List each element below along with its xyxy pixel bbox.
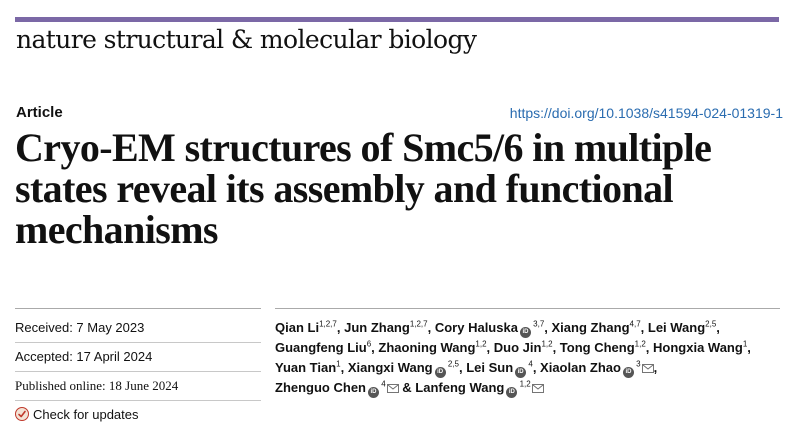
author[interactable]	[275, 360, 341, 375]
author-name: Yuan Tian	[275, 359, 337, 375]
author[interactable]	[435, 320, 544, 335]
author[interactable]	[344, 320, 428, 335]
author[interactable]	[415, 380, 543, 395]
author[interactable]	[275, 380, 399, 395]
date-divider	[15, 342, 261, 343]
author[interactable]	[648, 320, 716, 335]
check-for-updates-label: Check for updates	[33, 407, 139, 422]
author-name: Duo Jin	[493, 340, 542, 355]
author-affiliation: 1	[742, 339, 748, 349]
authors-top-divider	[275, 308, 780, 309]
check-for-updates-icon	[15, 407, 29, 421]
author-affiliation: 4,7	[629, 319, 641, 329]
author-affiliation: 3	[633, 359, 641, 369]
date-divider	[15, 400, 261, 401]
author-name: Jun Zhang	[344, 320, 410, 335]
journal-name: nature structural & molecular biology	[16, 25, 477, 54]
author[interactable]	[466, 360, 533, 375]
author[interactable]	[653, 340, 747, 355]
author-name: Lei Wang	[647, 320, 706, 335]
author-affiliation: 1	[336, 359, 341, 369]
author-name: Hongxia Wang	[653, 340, 743, 355]
author-affiliation: 1,2	[517, 379, 531, 389]
received-date: Received: 7 May 2023	[15, 320, 145, 335]
author-affiliation: 4	[379, 379, 386, 389]
author[interactable]	[494, 340, 553, 355]
author[interactable]	[348, 360, 459, 375]
author-name: Qian Li	[275, 320, 320, 335]
mail-icon[interactable]	[642, 364, 654, 373]
author-affiliation: 4	[526, 359, 533, 369]
orcid-icon[interactable]: iD	[520, 327, 531, 338]
doi-link[interactable]: https://doi.org/10.1038/s41594-024-01319-1	[509, 105, 783, 121]
orcid-icon[interactable]: iD	[435, 367, 446, 378]
author-list: Qian Li$^{1,2,7}$, Jun Zhang$^{1,2,7}$, Cory Haluska iD $^{3,7}$, Xiang Zhang$^{4,7}$, Lei Wang$^{2,5}$, Guangfeng Liu$^6$, Zhaoning Wang$^{1,2}$, Duo Jin$^{1,2}$, Tong Cheng$^{1,2}$, Hongxia Wang$^1$, Yuan Tian$^1$, Xiangxi Wang iD $^{2,5}$, Lei Sun iD $^4$, Xiaolan Zhao iD $^3$ , Zhenguo Chen iD $^4$ & Lanfeng Wang iD $^{1,2}$	[275, 318, 780, 398]
journal-accent-bar	[15, 17, 779, 22]
author-affiliation: 1,2	[634, 339, 646, 349]
author-affiliation: 1,2	[475, 339, 487, 349]
author-affiliation: 1,2,7	[319, 319, 337, 329]
author-name: Lei Sun	[466, 359, 514, 375]
author[interactable]	[552, 320, 641, 335]
author[interactable]	[378, 340, 486, 355]
author[interactable]	[275, 320, 337, 335]
author[interactable]	[275, 340, 371, 355]
mail-icon[interactable]	[387, 384, 399, 393]
orcid-icon[interactable]: iD	[515, 367, 526, 378]
author[interactable]	[540, 360, 654, 375]
author-affiliation: 2,5	[445, 359, 459, 369]
author[interactable]	[560, 340, 646, 355]
author-name: Xiangxi Wang	[347, 359, 433, 375]
author-name: Xiang Zhang	[551, 320, 630, 335]
author-affiliation: 1,2	[541, 339, 553, 349]
author-name: Cory Haluska	[434, 320, 518, 335]
dates-top-divider	[15, 308, 261, 309]
orcid-icon[interactable]: iD	[506, 387, 517, 398]
orcid-icon[interactable]: iD	[623, 367, 634, 378]
date-divider	[15, 371, 261, 372]
author-affiliation: 3,7	[530, 319, 545, 329]
author-name: Zhenguo Chen	[275, 379, 366, 395]
author-name: Tong Cheng	[559, 340, 635, 355]
accepted-date: Accepted: 17 April 2024	[15, 349, 153, 364]
author-name: Zhaoning Wang	[378, 340, 476, 355]
orcid-icon[interactable]: iD	[368, 387, 379, 398]
article-type-label: Article	[16, 104, 63, 121]
mail-icon[interactable]	[532, 384, 544, 393]
author-name: Xiaolan Zhao	[540, 359, 621, 375]
author-name: Guangfeng Liu	[275, 340, 367, 355]
author-name: Lanfeng Wang	[415, 379, 505, 395]
author-affiliation: 2,5	[705, 319, 717, 329]
check-for-updates-button[interactable]	[15, 407, 261, 422]
author-affiliation: 6	[366, 339, 372, 349]
published-date: Published online: 18 June 2024	[15, 378, 179, 393]
article-title: Cryo-EM structures of Smc5/6 in multiple states reveal its assembly and functional mechanisms	[15, 125, 712, 252]
author-affiliation: 1,2,7	[409, 319, 428, 329]
